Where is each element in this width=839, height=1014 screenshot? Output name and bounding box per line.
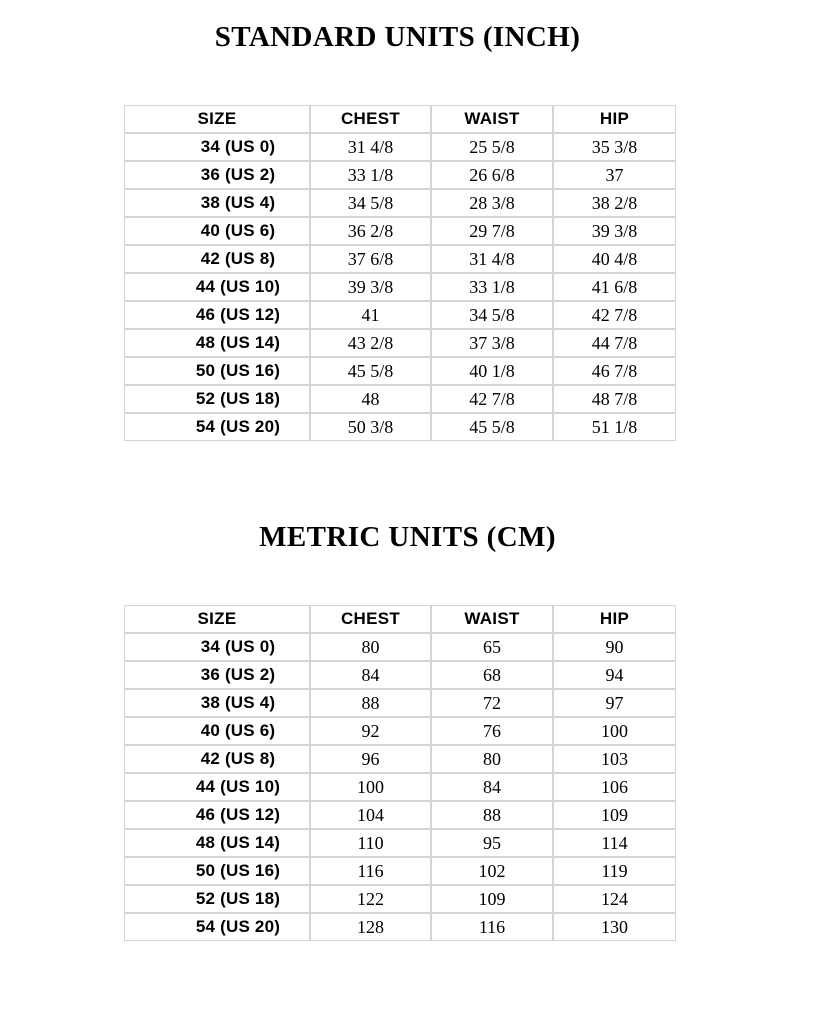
- table-row: [124, 633, 676, 661]
- cell-chest: 34 5/8: [310, 189, 431, 217]
- cell-hip: 44 7/8: [553, 329, 676, 357]
- cell-hip: 114: [553, 829, 676, 857]
- cell-hip: 119: [553, 857, 676, 885]
- cell-waist: 72: [431, 689, 553, 717]
- cell-waist: 28 3/8: [431, 189, 553, 217]
- table-row: [124, 413, 676, 441]
- cell-chest: 37 6/8: [310, 245, 431, 273]
- cell-hip: 103: [553, 745, 676, 773]
- cell-hip: 90: [553, 633, 676, 661]
- cell-waist: 84: [431, 773, 553, 801]
- cell-chest: 50 3/8: [310, 413, 431, 441]
- table-row: [124, 829, 676, 857]
- cell-chest: 48: [310, 385, 431, 413]
- cell-waist: 76: [431, 717, 553, 745]
- cell-size: 48 (US 14): [124, 829, 310, 857]
- cell-hip: 35 3/8: [553, 133, 676, 161]
- standard-units-title-container: [0, 21, 795, 54]
- cell-hip: 100: [553, 717, 676, 745]
- cell-chest: 122: [310, 885, 431, 913]
- cell-chest: 39 3/8: [310, 273, 431, 301]
- cell-waist: 40 1/8: [431, 357, 553, 385]
- cell-chest: 41: [310, 301, 431, 329]
- column-header-chest: CHEST: [310, 605, 431, 633]
- cell-hip: 38 2/8: [553, 189, 676, 217]
- table-row: [124, 913, 676, 941]
- table-row: [124, 385, 676, 413]
- cell-size: 40 (US 6): [124, 717, 310, 745]
- cell-hip: 106: [553, 773, 676, 801]
- cell-hip: 109: [553, 801, 676, 829]
- cell-chest: 31 4/8: [310, 133, 431, 161]
- cell-size: 48 (US 14): [124, 329, 310, 357]
- cell-chest: 96: [310, 745, 431, 773]
- cell-hip: 48 7/8: [553, 385, 676, 413]
- cell-waist: 102: [431, 857, 553, 885]
- cell-hip: 42 7/8: [553, 301, 676, 329]
- cell-size: 36 (US 2): [124, 161, 310, 189]
- cell-chest: 80: [310, 633, 431, 661]
- cell-chest: 36 2/8: [310, 217, 431, 245]
- cell-chest: 92: [310, 717, 431, 745]
- cell-chest: 110: [310, 829, 431, 857]
- cell-chest: 84: [310, 661, 431, 689]
- cell-chest: 45 5/8: [310, 357, 431, 385]
- table-row: [124, 133, 676, 161]
- cell-hip: 46 7/8: [553, 357, 676, 385]
- cell-hip: 37: [553, 161, 676, 189]
- cell-size: 34 (US 0): [124, 133, 310, 161]
- column-header-hip: HIP: [553, 105, 676, 133]
- metric-units-title: METRIC UNITS (CM): [259, 521, 556, 553]
- cell-waist: 29 7/8: [431, 217, 553, 245]
- standard-units-table-header: [124, 105, 676, 133]
- cell-chest: 116: [310, 857, 431, 885]
- cell-hip: 39 3/8: [553, 217, 676, 245]
- table-header-row: [124, 105, 676, 133]
- cell-size: 52 (US 18): [124, 885, 310, 913]
- cell-chest: 128: [310, 913, 431, 941]
- cell-size: 36 (US 2): [124, 661, 310, 689]
- cell-size: 54 (US 20): [124, 913, 310, 941]
- cell-size: 38 (US 4): [124, 689, 310, 717]
- cell-size: 44 (US 10): [124, 773, 310, 801]
- table-row: [124, 661, 676, 689]
- cell-waist: 33 1/8: [431, 273, 553, 301]
- cell-size: 46 (US 12): [124, 801, 310, 829]
- cell-hip: 97: [553, 689, 676, 717]
- cell-size: 40 (US 6): [124, 217, 310, 245]
- column-header-waist: WAIST: [431, 605, 553, 633]
- table-row: [124, 745, 676, 773]
- cell-waist: 116: [431, 913, 553, 941]
- cell-chest: 33 1/8: [310, 161, 431, 189]
- cell-waist: 68: [431, 661, 553, 689]
- column-header-hip: HIP: [553, 605, 676, 633]
- table-row: [124, 773, 676, 801]
- cell-size: 50 (US 16): [124, 857, 310, 885]
- column-header-chest: CHEST: [310, 105, 431, 133]
- cell-waist: 80: [431, 745, 553, 773]
- table-row: [124, 273, 676, 301]
- cell-waist: 26 6/8: [431, 161, 553, 189]
- metric-units-table-header: [124, 605, 676, 633]
- cell-chest: 104: [310, 801, 431, 829]
- cell-waist: 42 7/8: [431, 385, 553, 413]
- cell-hip: 40 4/8: [553, 245, 676, 273]
- cell-hip: 94: [553, 661, 676, 689]
- table-row: [124, 689, 676, 717]
- metric-units-table: [124, 605, 676, 941]
- table-row: [124, 245, 676, 273]
- cell-size: 46 (US 12): [124, 301, 310, 329]
- standard-units-table: [124, 105, 676, 441]
- standard-units-table-body: [124, 133, 676, 441]
- cell-waist: 25 5/8: [431, 133, 553, 161]
- cell-size: 50 (US 16): [124, 357, 310, 385]
- cell-hip: 51 1/8: [553, 413, 676, 441]
- cell-size: 42 (US 8): [124, 745, 310, 773]
- cell-hip: 124: [553, 885, 676, 913]
- cell-chest: 88: [310, 689, 431, 717]
- cell-size: 44 (US 10): [124, 273, 310, 301]
- cell-waist: 88: [431, 801, 553, 829]
- table-row: [124, 217, 676, 245]
- cell-hip: 130: [553, 913, 676, 941]
- cell-size: 52 (US 18): [124, 385, 310, 413]
- column-header-size: SIZE: [124, 605, 310, 633]
- cell-waist: 45 5/8: [431, 413, 553, 441]
- column-header-size: SIZE: [124, 105, 310, 133]
- table-row: [124, 885, 676, 913]
- standard-units-title: STANDARD UNITS (INCH): [214, 21, 581, 53]
- cell-chest: 100: [310, 773, 431, 801]
- cell-waist: 109: [431, 885, 553, 913]
- table-row: [124, 801, 676, 829]
- metric-units-title-container: [0, 521, 815, 554]
- cell-waist: 31 4/8: [431, 245, 553, 273]
- table-row: [124, 717, 676, 745]
- cell-waist: 37 3/8: [431, 329, 553, 357]
- metric-units-table-body: [124, 633, 676, 941]
- cell-size: 42 (US 8): [124, 245, 310, 273]
- cell-waist: 34 5/8: [431, 301, 553, 329]
- cell-hip: 41 6/8: [553, 273, 676, 301]
- cell-size: 54 (US 20): [124, 413, 310, 441]
- table-row: [124, 301, 676, 329]
- table-row: [124, 189, 676, 217]
- table-row: [124, 357, 676, 385]
- cell-waist: 95: [431, 829, 553, 857]
- table-row: [124, 329, 676, 357]
- cell-size: 34 (US 0): [124, 633, 310, 661]
- column-header-waist: WAIST: [431, 105, 553, 133]
- cell-chest: 43 2/8: [310, 329, 431, 357]
- cell-waist: 65: [431, 633, 553, 661]
- cell-size: 38 (US 4): [124, 189, 310, 217]
- table-header-row: [124, 605, 676, 633]
- table-row: [124, 161, 676, 189]
- table-row: [124, 857, 676, 885]
